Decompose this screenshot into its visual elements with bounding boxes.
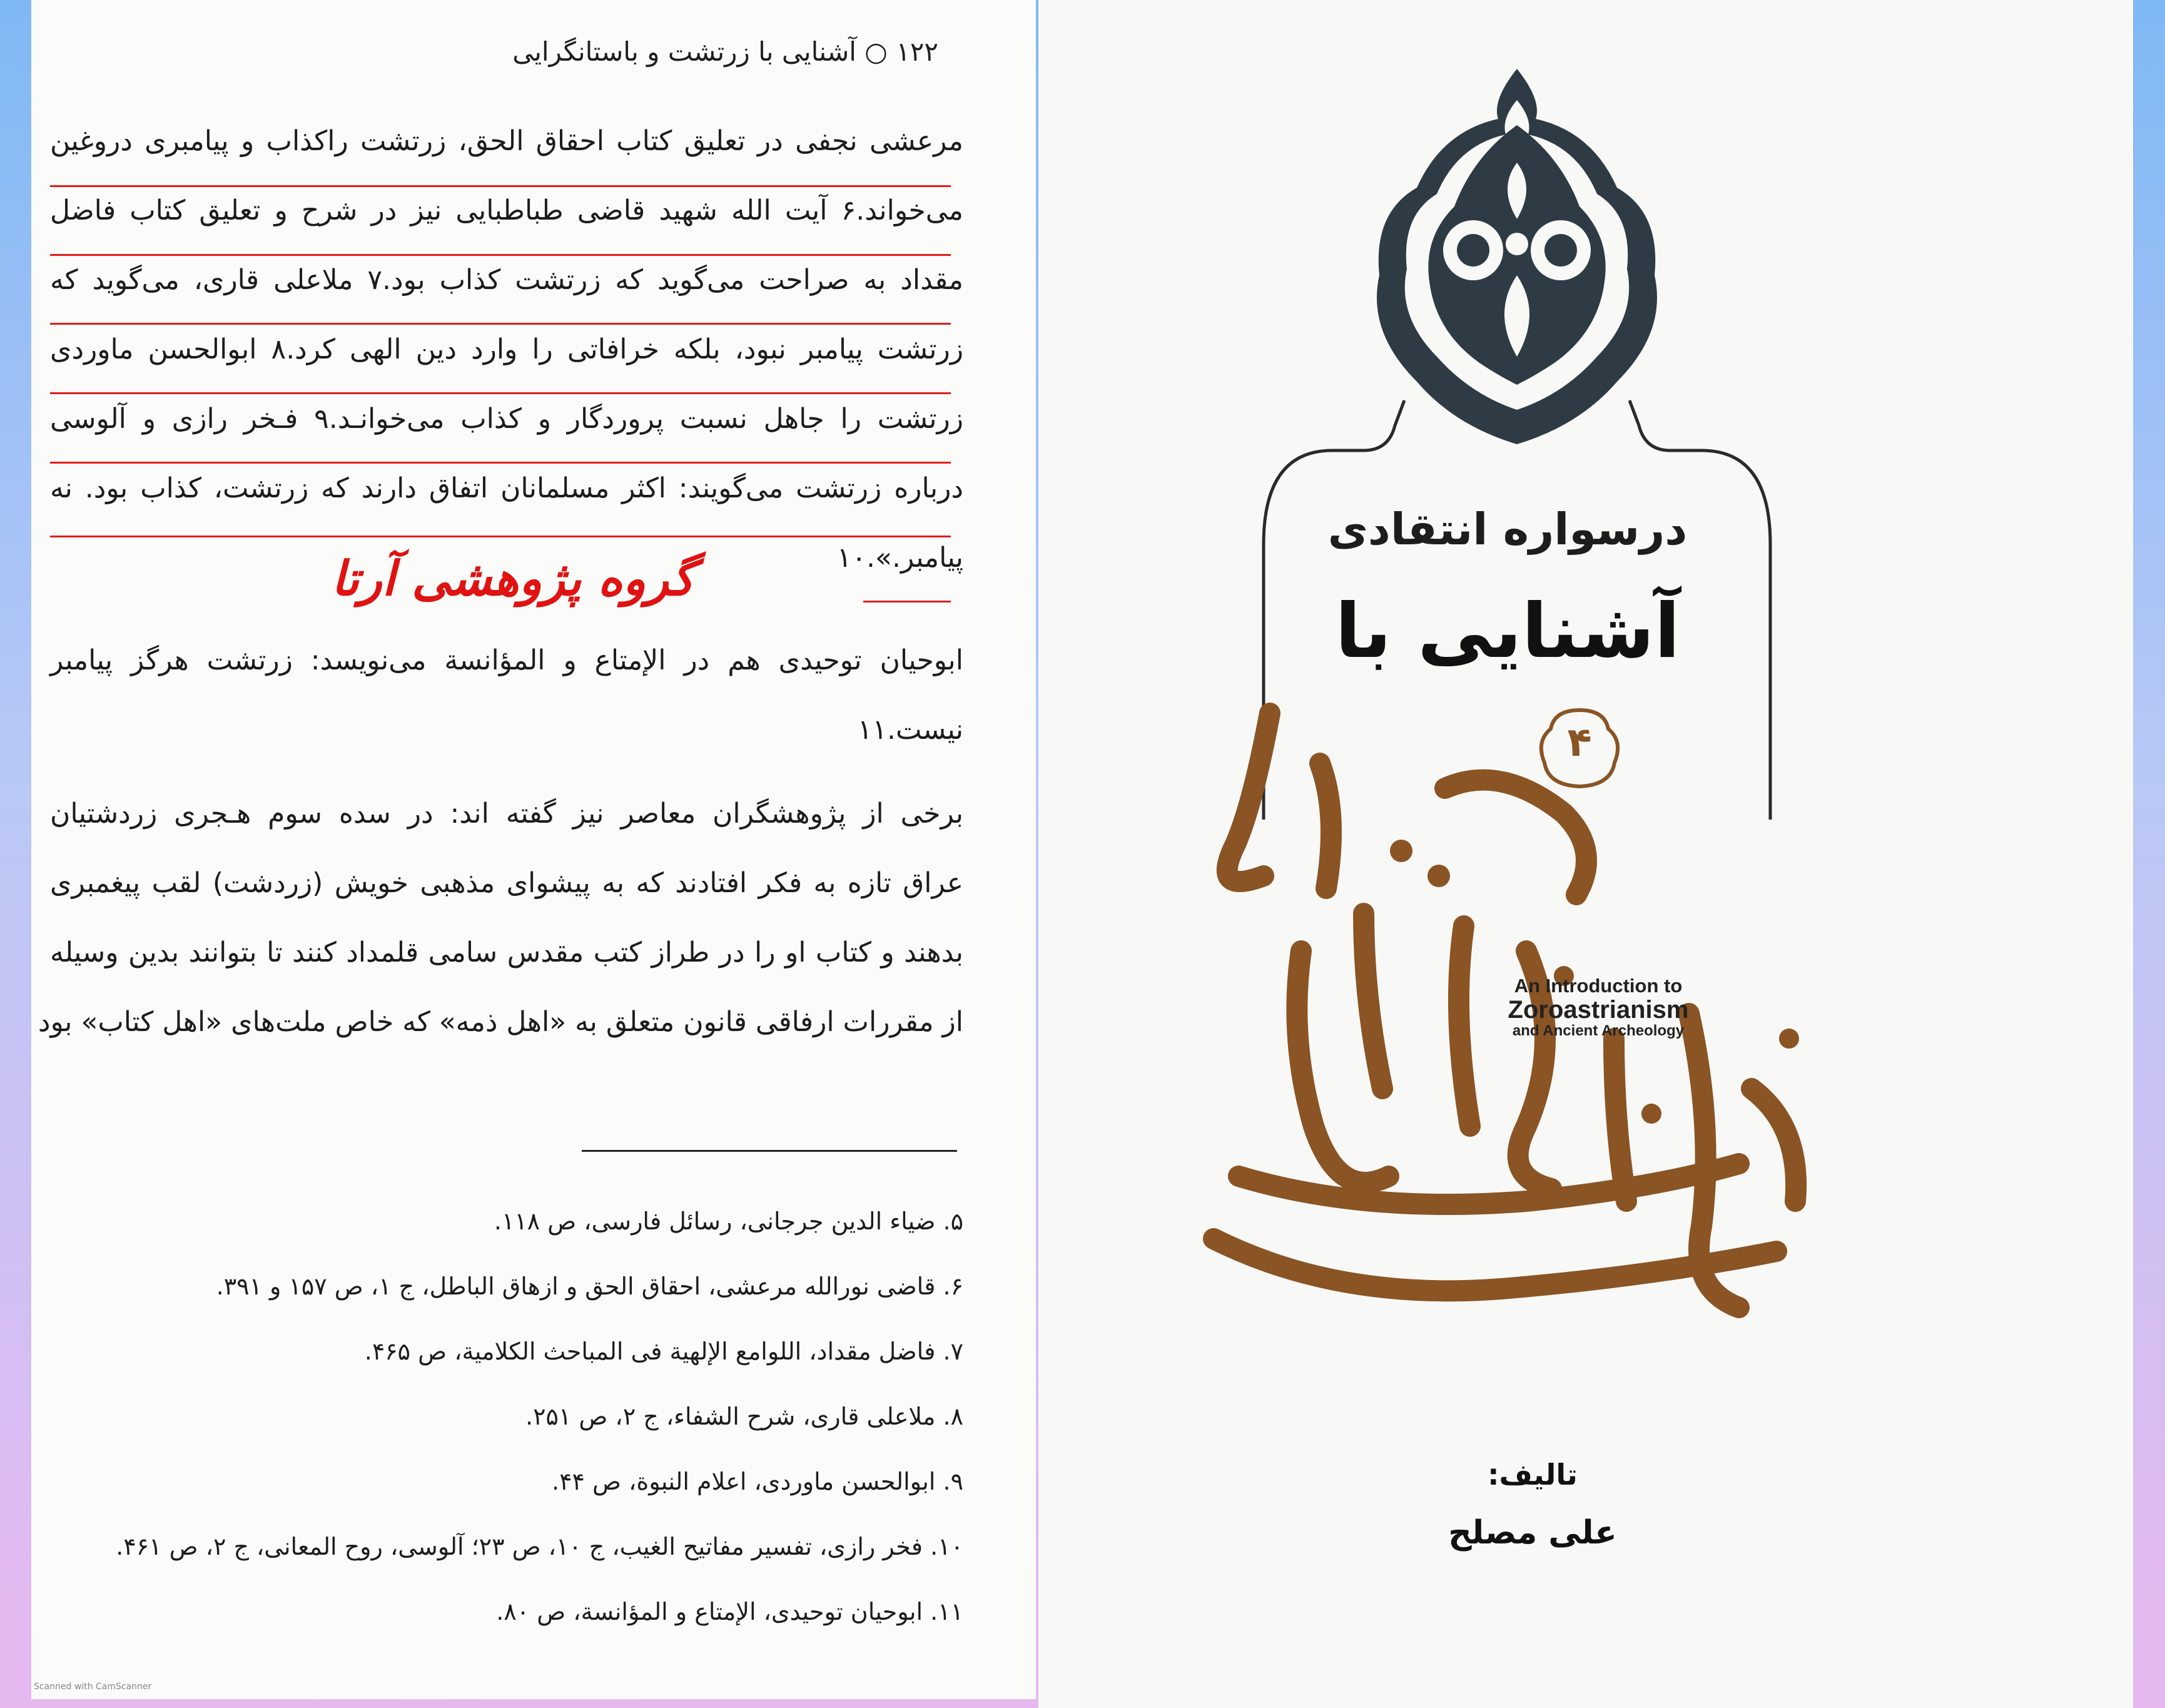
red-underline — [50, 392, 951, 394]
english-line-2: Zoroastrianism — [1508, 995, 1689, 1024]
arabesque-ornament — [1377, 69, 1657, 444]
text-line: مرعشی نجفی در تعلیق کتاب احقاق الحق، زرتشت راکذاب و پیامبری دروغین — [50, 125, 963, 157]
text-line: درباره زرتشت می‌گویند: اکثر مسلمانان اتفاق دارند که زرتشت، کذاب بود. نه — [50, 472, 963, 504]
text-line: ابوحیان توحیدی هم در الإمتاع و المؤانسة می‌نویسد: زرتشت هرگز پیامبر — [50, 644, 963, 676]
footnote: ۱۱. ابوحیان توحیدی، الإمتاع و المؤانسة، ص ۸۰. — [496, 1598, 963, 1625]
red-underline — [863, 601, 951, 602]
red-underline — [50, 185, 951, 187]
paragraph-2 — [50, 626, 963, 765]
text-line: زرتشت را جاهل نسبت پروردگار و کذاب می‌خوانـد.۹ فـخر رازی و آلوسی — [50, 403, 963, 435]
text-line: بدهند و کتاب او را در طراز کتب مقدس سامی قلمداد کنند تا بتوانند بدین وسیله — [50, 937, 963, 968]
footnote: ۶. قاضی نورالله مرعشی، احقاق الحق و ازهاق الباطل، ج ۱، ص ۱۵۷ و ۳۹۱. — [216, 1273, 963, 1300]
watermark-stamp: گروه پژوهشی آرتا — [331, 551, 695, 606]
footnote: ۷. فاضل مقداد، اللوامع الإلهیة فی المباحث الکلامیة، ص ۴۶۵. — [364, 1338, 963, 1365]
cover-series-title: درسواره انتقادی — [1327, 504, 1688, 555]
author-label: تالیف: — [1488, 1458, 1578, 1492]
paragraph-3 — [38, 779, 963, 1057]
cover-main-title: آشنایی با — [1335, 588, 1680, 675]
footnote: ۸. ملاعلی قاری، شرح الشفاء، ج ۲، ص ۲۵۱. — [525, 1403, 963, 1430]
red-underline — [50, 323, 951, 325]
footnote: ۱۰. فخر رازی، تفسیر مفاتیح الغیب، ج ۱۰، ص ۲۳؛ آلوسی، روح المعانی، ج ۲، ص ۴۶۱. — [116, 1533, 963, 1560]
footnote: ۵. ضیاء الدین جرجانی، رسائل فارسی، ص ۱۱۸. — [494, 1207, 963, 1235]
text-line: پیامبر.».۱۰ — [836, 542, 963, 574]
english-line-3: and Ancient Archeology — [1512, 1022, 1685, 1039]
red-underline — [50, 536, 951, 537]
text-line: از مقررات ارفاقی قانون متعلق به «اهل ذمه» که خاص ملت‌های «اهل کتاب» بود — [38, 1006, 963, 1038]
text-line: عراق تازه به فکر افتادند که به پیشوای مذهبی خویش (زردشت) لقب پیغمبری — [50, 867, 963, 899]
scanner-watermark: Scanned with CamScanner — [34, 1682, 152, 1692]
page-header: ۱۲۲ ○ آشنایی با زرتشت و باستانگرایی — [512, 36, 938, 67]
red-underline — [50, 462, 951, 464]
footnotes — [50, 1189, 963, 1644]
text-line: نیست.۱۱ — [857, 714, 963, 746]
english-subtitle — [1492, 976, 1705, 1039]
footnote: ۹. ابوالحسن ماوردی، اعلام النبوة، ص ۴۴. — [552, 1468, 963, 1495]
text-line: می‌خواند.۶ آیت الله شهید قاضی طباطبایی نیز در شرح و تعلیق کتاب فاضل — [50, 195, 963, 226]
text-line: برخی از پژوهشگران معاصر نیز گفته اند: در سده سوم هـجری زردشتیان — [50, 798, 963, 830]
text-line: مقداد به صراحت می‌گوید که زرتشت کذاب بود.۷ ملاعلی قاری، می‌گوید که — [50, 264, 964, 296]
author-name: علی مصلح — [1448, 1514, 1617, 1552]
red-underline — [50, 254, 951, 256]
footnote-divider — [582, 1150, 957, 1152]
english-line-1: An Introduction to — [1514, 975, 1683, 997]
text-line: زرتشت پیامبر نبود، بلکه خرافاتی را وارد دین الهی کرد.۸ ابوالحسن ماوردی — [50, 333, 963, 365]
paragraph-1 — [50, 106, 963, 592]
volume-number: ۴ — [1567, 719, 1592, 766]
